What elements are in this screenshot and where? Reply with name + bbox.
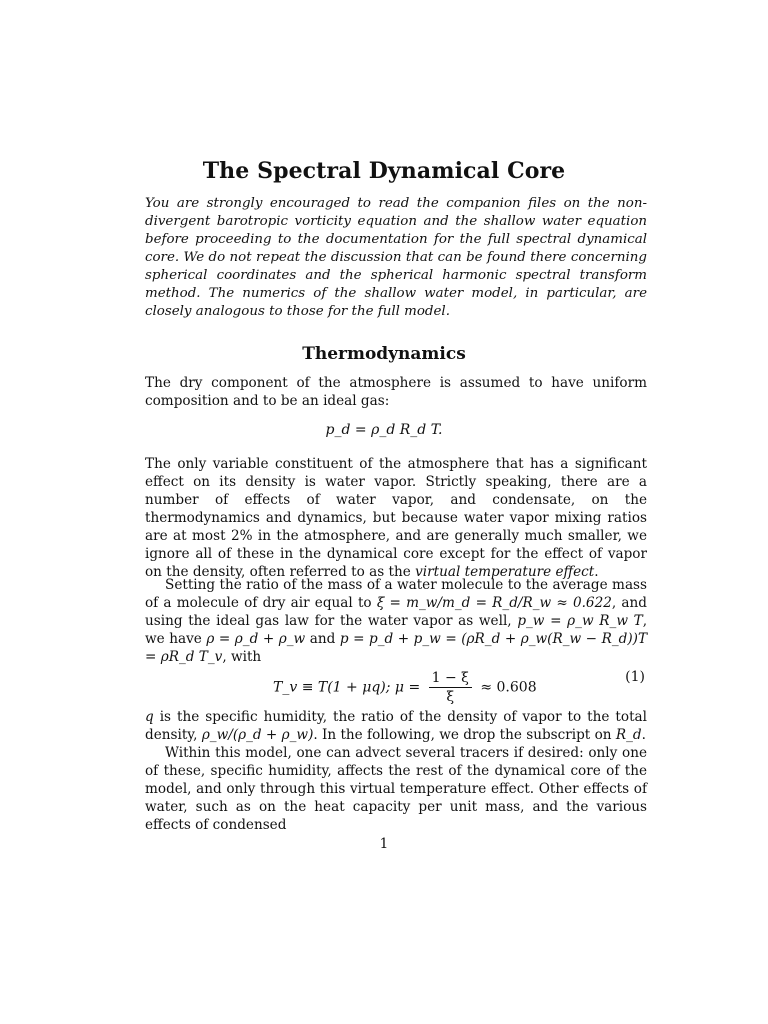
inline-math: q [145, 709, 154, 725]
paragraph-text: The only variable constituent of the atmosphere that has a significant effect on its density is water vapor. Strictly speaking, there are a number of effects of water vapor, and condensate, on the thermodynamics and dynamics, but because water vapor mixing ratios are at most 2% in the atmosphere, and are generally much smaller, we ignore all of these in the dynamical core except for the effect of vapor on the density, often referred to as the [145, 456, 647, 580]
paragraph-text: . [641, 727, 646, 743]
section-heading: Thermodynamics [302, 344, 466, 364]
document-title: The Spectral Dynamical Core [202, 158, 566, 184]
page-number: 1 [379, 836, 389, 852]
paragraph-text: Setting the ratio of the mass of a water molecule to the average mass of a molecule of dry air equal to [145, 577, 647, 611]
paragraph-specific-humidity [145, 708, 647, 744]
paragraph-text: , we have [145, 613, 648, 647]
inline-math: p_w = ρ_w R_w T [517, 613, 643, 629]
equation-fraction [429, 669, 472, 706]
inline-math: ξ = m_w/m_d = R_d/R_w ≈ 0.622 [376, 595, 612, 611]
paragraph-text: , with [222, 649, 262, 665]
equation-rhs: ≈ 0.608 [480, 679, 537, 696]
inline-math: ρ_w/(ρ_d + ρ_w) [201, 727, 314, 743]
paragraph-text: , and using the ideal gas law for the water vapor as well, [145, 595, 647, 629]
inline-math: p = p_d + p_w = (ρR_d + ρ_w(R_w − R_d))T = ρR_d T_v [145, 631, 648, 665]
equation-1 [145, 660, 647, 705]
equation-lhs: T_v ≡ T(1 + μq); μ = [273, 679, 421, 696]
paragraph-tracers: Within this model, one can advect several tracers if desired: only one of these, specific humidity, affects the rest of the dynamical core of the model, and only through this virtual temperature effect. Other effects of water, such as on the heat capacity per unit mass, and the various effects of condensed [145, 745, 647, 833]
paragraph-water-vapor [145, 455, 647, 581]
paragraph-text: . [594, 564, 599, 580]
equation-number: (1) [625, 669, 645, 685]
fraction-denominator: ξ [446, 689, 455, 705]
abstract: You are strongly encouraged to read the companion files on the non-divergent barotropic vorticity equation and the shallow water equation before proceeding to the documentation for the full spectral dynamical core. We do not repeat the discussion that can be found there concerning spherical coordinates and the spherical harmonic spectral transform method. The numerics of the shallow water model, in particular, are closely analogous to those for the full model. [145, 196, 647, 319]
emphasis-text: virtual temperature effect [415, 564, 595, 580]
paragraph-text: . In the following, we drop the subscript on [313, 727, 612, 743]
fraction-numerator: 1 − ξ [429, 669, 472, 688]
inline-math: ρ = ρ_d + ρ_w [206, 631, 306, 647]
equation-body [273, 669, 537, 706]
equation-ideal-gas: p_d = ρ_d R_d T. [325, 422, 443, 438]
paragraph-text: and [309, 631, 336, 647]
paragraph-virtual-temperature [145, 576, 647, 666]
inline-math: R_d [615, 727, 642, 743]
paragraph-dry-component: The dry component of the atmosphere is assumed to have uniform composition and to be an ideal gas: [145, 375, 647, 409]
paragraph-text: is the specific humidity, the ratio of the density of vapor to the total density, [145, 709, 647, 743]
